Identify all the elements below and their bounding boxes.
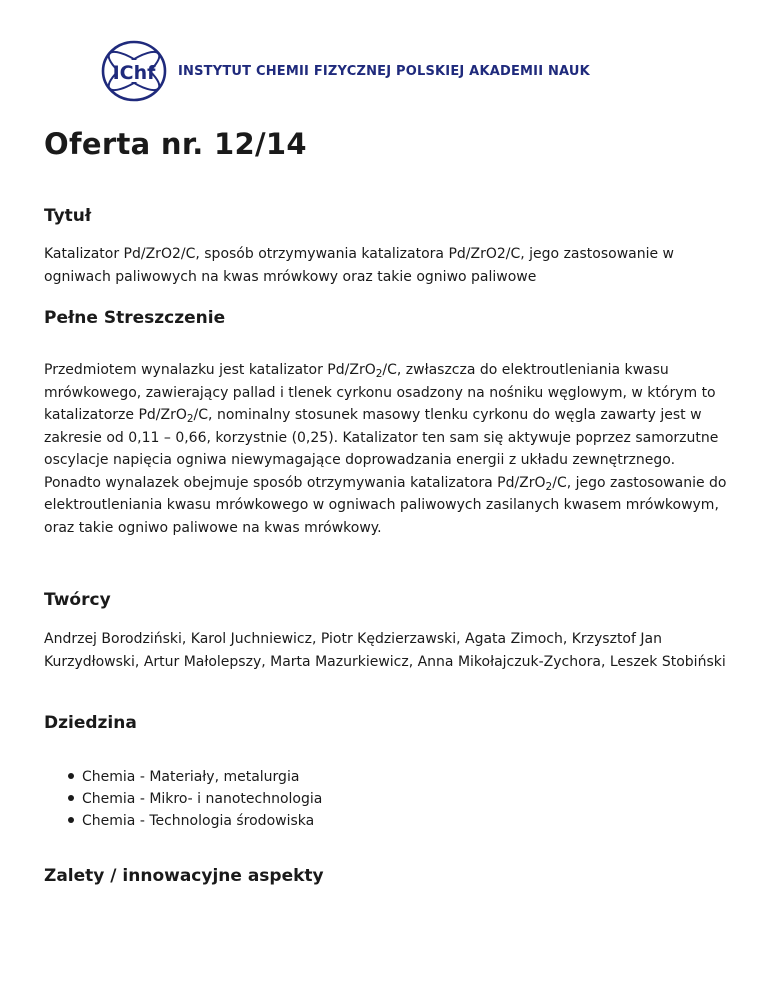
page-title: Oferta nr. 12/14 (44, 127, 307, 161)
ichf-logo (98, 38, 170, 104)
list-item: Chemia - Mikro- i nanotechnologia (64, 788, 322, 810)
title-text: Katalizator Pd/ZrO2/C, sposób otrzymywania katalizatora Pd/ZrO2/C, jego zastosowanie w ogniwach paliwowych na kwas mrówkowy oraz takie ogniwo paliwowe (44, 246, 675, 285)
abstract-text: Przedmiotem wynalazku jest katalizator Pd/ZrO$_2$/C, zwłaszcza do elektroutleniania kwasu mrówkowego, zawierający pallad i tlenek cyrkonu osadzony na nośniku węglowym, w którym to katalizatorze Pd/ZrO$_2$/C, nominalny stosunek masowy tlenku cyrkonu do węgla zawarty jest w zakresie od 0,11 – 0,66, korzystnie (0,25). Katalizator ten sam się aktywuje poprzez samorzutne oscylacje napięcia ogniwa niewymagające doprowadzania energii z układu zewnętrznego. Ponadto wynalazek obejmuje sposób otrzymywania katalizatora Pd/ZrO$_2$/C, jego zastosowanie do elektroutleniania kwasu mrówkowego w ogniwach paliwowych zasilanych kwasem mrówkowym, oraz takie ogniwo paliwowe na kwas mrówkowy. (44, 362, 727, 536)
field-list (64, 766, 322, 832)
svg-text:IChf: IChf (112, 62, 156, 84)
section-heading-zalety: Zalety / innowacyjne aspekty (44, 866, 324, 886)
list-item: Chemia - Technologia środowiska (64, 810, 322, 832)
bullet-icon (68, 773, 74, 779)
section-heading-tworcy: Twórcy (44, 590, 111, 610)
section-heading-dziedzina: Dziedzina (44, 713, 137, 733)
section-heading-tytul: Tytuł (44, 206, 92, 226)
institute-name: INSTYTUT CHEMII FIZYCZNEJ POLSKIEJ AKADEMII NAUK (178, 63, 590, 79)
bullet-icon (68, 795, 74, 801)
list-item: Chemia - Materiały, metalurgia (64, 766, 322, 788)
bullet-icon (68, 817, 74, 823)
authors-text: Andrzej Borodziński, Karol Juchniewicz, Piotr Kędzierzawski, Agata Zimoch, Krzysztof Jan Kurzydłowski, Artur Małolepszy, Marta Mazurkiewicz, Anna Mikołajczuk-Zychora, Leszek Stobiński (44, 631, 726, 670)
section-heading-streszczenie: Pełne Streszczenie (44, 308, 226, 328)
page-header (98, 38, 590, 104)
